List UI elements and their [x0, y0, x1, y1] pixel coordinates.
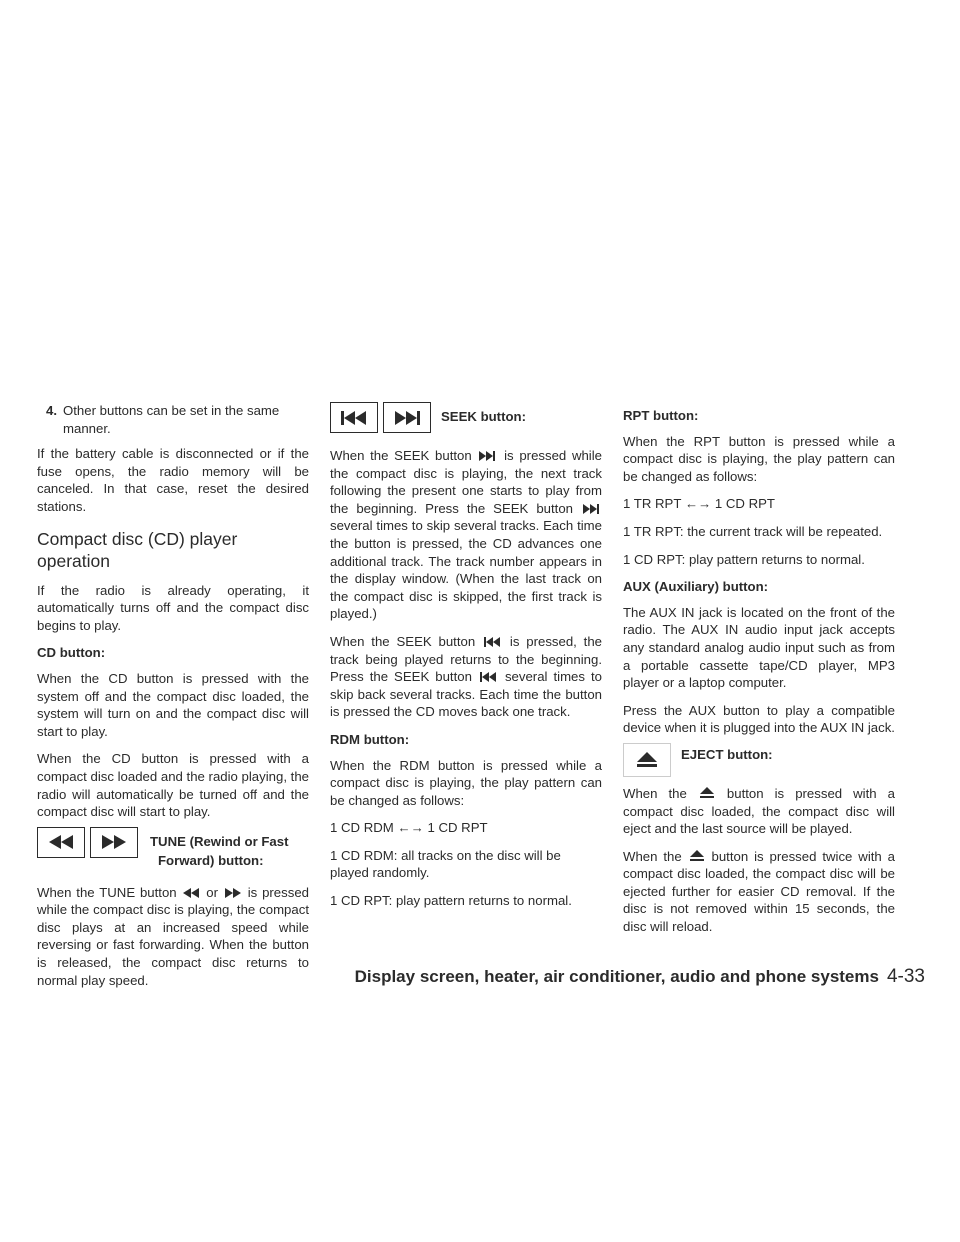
rdm-paragraph-3: 1 CD RPT: play pattern returns to normal. — [330, 893, 572, 909]
cd-paragraph-2: When the CD button is pressed with a compact disc loaded and the radio playing, the radio will automatically be turned off and the compact disc will start to play. — [37, 751, 309, 820]
tune-title-line-2: Forward) button: — [158, 852, 264, 868]
tune-text-a: When the TUNE button — [37, 884, 177, 900]
seek-back-icon — [480, 672, 497, 682]
tune-text-b: is pressed while the compact disc is playing, the compact disc plays at an increased speed while reversing or fast forwarding. When the button is released, the compact disc returns to normal play speed. — [37, 884, 309, 988]
seek-p2-text-a: When the SEEK button — [330, 633, 476, 649]
seek-paragraph-1 — [330, 447, 602, 623]
tune-button-heading — [37, 827, 309, 870]
seek-back-icon — [484, 637, 501, 647]
seek-forward-button-box — [383, 402, 431, 433]
tune-button-illustration — [37, 827, 138, 858]
rdm-button-heading: RDM button: — [330, 731, 410, 747]
fast-forward-button-box — [90, 827, 138, 858]
eject-button-box — [623, 743, 671, 777]
footer-title: Display screen, heater, air conditioner, audio and phone systems — [354, 967, 879, 986]
eject-icon — [637, 752, 657, 768]
section-title: Compact disc (CD) player operation — [37, 528, 238, 571]
tune-paragraph — [37, 884, 309, 990]
rdm-paragraph-2: 1 CD RDM: all tracks on the disc will be played randomly. — [330, 847, 561, 881]
rdm-seq-a: 1 CD RDM — [330, 820, 394, 836]
rpt-paragraph-3: 1 CD RPT: play pattern returns to normal. — [623, 551, 865, 567]
seek-button-heading — [330, 402, 602, 433]
rdm-sequence — [330, 819, 602, 837]
seek-p2-text-c: several times to skip back several tracks. Each time the button is pressed the CD moves back one track. — [330, 669, 602, 720]
cd-button-heading: CD button: — [37, 645, 106, 661]
column-1 — [37, 402, 309, 999]
cd-paragraph-1: When the CD button is pressed with the system off and the compact disc loaded, the system will turn on and the compact disc will start to play. — [37, 670, 309, 739]
battery-paragraph: If the battery cable is disconnected or if the fuse opens, the radio memory will be canceled. In that case, reset the desired stations. — [37, 446, 309, 514]
page-number: 4-33 — [886, 966, 925, 987]
seek-back-button-box — [330, 402, 378, 433]
eject-button-heading — [623, 743, 895, 777]
aux-paragraph-2: Press the AUX button to play a compatible device when it is plugged into the AUX IN jack. — [623, 702, 895, 736]
eject-paragraph-1 — [623, 785, 895, 838]
rdm-seq-arrow: ←→ — [397, 820, 424, 836]
rpt-sequence — [623, 495, 895, 513]
list-item-text: Other buttons can be set in the same manner. — [63, 403, 280, 436]
rpt-seq-b: 1 CD RPT — [714, 496, 775, 512]
seek-back-icon — [341, 411, 367, 425]
rdm-seq-b: 1 CD RPT — [427, 820, 488, 836]
seek-p1-text-c: several times to skip several tracks. Each time the button is pressed, the CD advances one additional track. The track number appears in the display window. (When the last track on the compact disc is skipped, the first track is played.) — [330, 518, 602, 622]
eject-p1-text-b: button is pressed with a compact disc loaded, the compact disc will eject and the last source will be played. — [623, 785, 895, 837]
tune-button-title — [150, 827, 288, 870]
rdm-paragraph-1: When the RDM button is pressed while a compact disc is playing, the play pattern can be changed as follows: — [330, 757, 602, 808]
tune-title-line-1: TUNE (Rewind or Fast — [150, 833, 289, 849]
eject-icon — [700, 787, 714, 799]
rpt-seq-a: 1 TR RPT — [623, 496, 682, 512]
column-2 — [330, 402, 602, 920]
seek-p2-text-b: is pressed, the track being played returns to the beginning. Press the SEEK button — [330, 633, 603, 685]
column-3 — [623, 402, 895, 946]
rpt-button-heading: RPT button: — [623, 408, 699, 423]
eject-p1-text-a: When the — [623, 785, 687, 801]
rpt-paragraph-1: When the RPT button is pressed while a compact disc is playing, the play pattern can be changed as follows: — [623, 433, 895, 484]
rpt-seq-arrow: ←→ — [684, 496, 712, 512]
tune-text-or: or — [206, 884, 219, 900]
seek-p1-text-b: is pressed while the compact disc is playing, the next track following the present one starts to play from the beginning. Press the SEEK button — [330, 448, 603, 516]
rpt-paragraph-2: 1 TR RPT: the current track will be repeated. — [623, 523, 883, 539]
seek-paragraph-2 — [330, 633, 602, 721]
list-number: 4. — [46, 403, 57, 418]
page-footer — [355, 966, 925, 988]
rewind-button-box — [37, 827, 85, 858]
aux-button-heading: AUX (Auxiliary) button: — [623, 579, 769, 595]
seek-button-title: SEEK button: — [441, 409, 526, 424]
seek-forward-icon — [583, 504, 600, 514]
seek-forward-icon — [479, 451, 496, 461]
rewind-icon — [183, 888, 199, 898]
intro-paragraph: If the radio is already operating, it automatically turns off and the compact disc begins to play. — [37, 582, 309, 633]
eject-p2-text-b: button is pressed twice with a compact disc loaded, the compact disc will be ejected further for easier CD removal. If the disc is not removed within 15 seconds, the disc will reload. — [623, 848, 895, 935]
seek-forward-icon — [394, 411, 420, 425]
eject-paragraph-2 — [623, 848, 895, 936]
eject-icon — [690, 850, 704, 862]
fast-forward-icon — [225, 888, 241, 898]
list-item — [37, 402, 309, 437]
seek-button-illustration — [330, 402, 431, 433]
aux-paragraph-1: The AUX IN jack is located on the front of the radio. The AUX IN audio input jack accepts any standard analog audio input such as from a portable cassette tape/CD player, MP3 player or a laptop computer. — [623, 604, 895, 691]
fast-forward-icon — [102, 835, 126, 849]
seek-p1-text-a: When the SEEK button — [330, 448, 472, 463]
rewind-icon — [49, 835, 73, 849]
eject-p2-text-a: When the — [623, 848, 682, 864]
eject-button-title: EJECT button: — [681, 746, 773, 762]
